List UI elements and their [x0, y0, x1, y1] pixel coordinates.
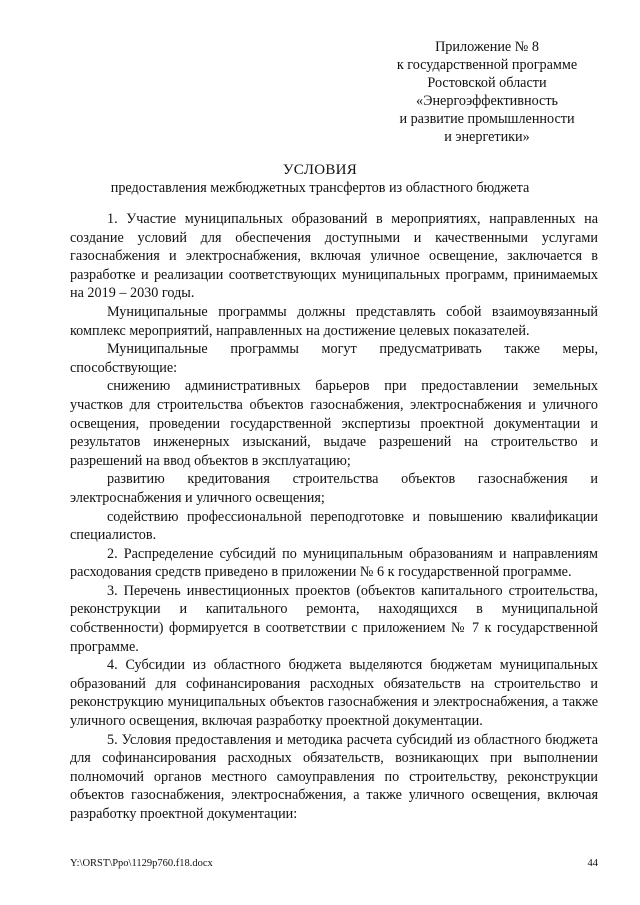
paragraph-8: 3. Перечень инвестиционных проектов (объектов капитального строительства, реконструкции и капитального ремонта, находящихся в муниципальной собственности) формируется в соответствии с приложением № 7 к государственной программе.	[70, 582, 598, 655]
appendix-header	[382, 38, 592, 146]
appendix-line: и энергетики»	[444, 129, 530, 145]
appendix-line: к государственной программе	[396, 57, 578, 73]
appendix-line: и развитие промышленности	[399, 111, 575, 127]
paragraph-6: содействию профессиональной переподготовке и повышению квалификации специалистов.	[70, 508, 598, 544]
paragraph-5: развитию кредитования строительства объектов газоснабжения и электроснабжения и уличного освещения;	[70, 471, 598, 506]
appendix-line: «Энергоэффективность	[416, 93, 558, 109]
footer-file-path: Y:\ORST\Ppo\1129p760.f18.docx	[70, 858, 213, 869]
paragraph-9: 4. Субсидии из областного бюджета выделяются бюджетам муниципальных образований для софинансирования расходных обязательств на строительство и реконструкцию муниципальных объектов газоснабжения и электроснабжения, а также уличного освещения, включая разработку проектной документации.	[70, 657, 598, 730]
paragraph-10: 5. Условия предоставления и методика расчета субсидий из областного бюджета для софинансирования расходных обязательств, возникающих при выполнении полномочий органов местного самоуправления по строительству, реконструкции объектов газоснабжения, электроснабжения, а также уличного освещения, включая разработку проектной документации:	[70, 731, 598, 822]
paragraph-3: Муниципальные программы могут предусматривать также меры, способствующие:	[70, 341, 598, 376]
paragraph-2: Муниципальные программы должны представлять собой взаимоувязанный комплекс мероприятий, направленных на достижение целевых показателей.	[70, 303, 598, 339]
paragraph-4: снижению административных барьеров при предоставлении земельных участков для строительства объектов газоснабжения, электроснабжения и уличного освещения, проведении государственной экспертизы проектной документации и результатов инженерных изысканий, выдаче разрешений на строительство и разрешений на ввод объектов в эксплуатацию;	[70, 378, 598, 469]
document-title: УСЛОВИЯ	[282, 162, 358, 178]
document-subtitle: предоставления межбюджетных трансфертов из областного бюджета	[110, 180, 530, 196]
appendix-line: Ростовской области	[427, 75, 547, 91]
footer-page-number: 44	[587, 858, 598, 869]
appendix-line: Приложение № 8	[435, 39, 539, 55]
paragraph-7: 2. Распределение субсидий по муниципальным образованиям и направлениям расходования средств приведено в приложении № 6 к государственной программе.	[70, 545, 598, 581]
document-body	[70, 210, 598, 824]
paragraph-1: 1. Участие муниципальных образований в мероприятиях, направленных на создание условий для обеспечения доступными и качественными услугами газоснабжения и электроснабжения, включая уличное освещение, заключается в разработке и реализации соответствующих муниципальных программ, принимаемых на 2019 – 2030 годы.	[70, 211, 598, 302]
